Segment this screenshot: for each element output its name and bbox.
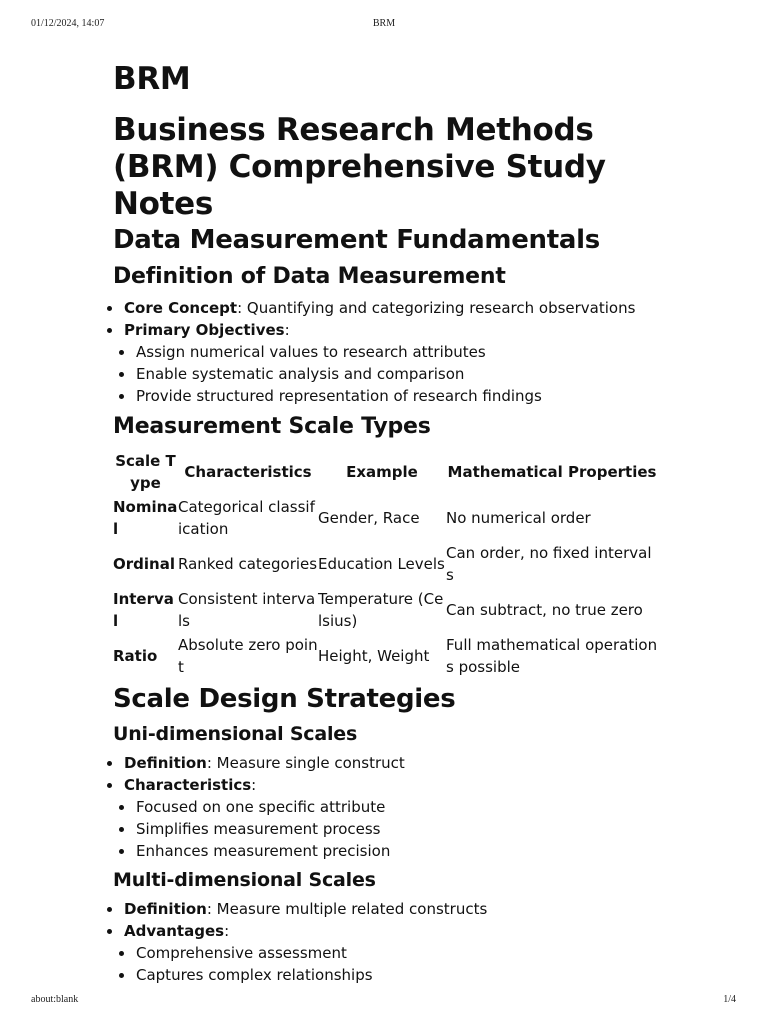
subsection-heading-scale-types: Measurement Scale Types: [113, 414, 431, 439]
list-item: Comprehensive assessment: [113, 942, 673, 964]
list-item: [113, 319, 673, 341]
definition-list: [113, 297, 673, 341]
list-item: Enhances measurement precision: [113, 840, 673, 862]
main-title: Business Research Methods (BRM) Comprehensive Study Notes: [113, 112, 606, 222]
list-item: Enable systematic analysis and comparison: [113, 363, 673, 385]
uni-characteristics-list: [113, 796, 673, 862]
table-cell: Full mathematical operations possible: [446, 636, 658, 676]
table-header-cell: Mathematical Properties: [447, 463, 657, 481]
list-item: Simplifies measurement process: [113, 818, 673, 840]
table-row: [113, 633, 658, 679]
subsection-heading-uni-dimensional: Uni-dimensional Scales: [113, 723, 358, 745]
table-cell: Consistent intervals: [178, 590, 316, 630]
table-cell: Nominal: [113, 498, 178, 538]
document-title: BRM: [113, 61, 191, 97]
print-url: about:blank: [31, 994, 79, 1005]
section-heading-scale-design: Scale Design Strategies: [113, 684, 456, 714]
list-term: Primary Objectives: [124, 321, 285, 339]
table-cell: Absolute zero point: [178, 636, 318, 676]
table-cell: Categorical classification: [178, 498, 315, 538]
list-item: Focused on one specific attribute: [113, 796, 673, 818]
subsection-heading-definition: Definition of Data Measurement: [113, 264, 506, 289]
list-text: :: [224, 922, 230, 940]
objectives-list: [113, 341, 673, 407]
list-term: Definition: [124, 754, 207, 772]
print-datetime: 01/12/2024, 14:07: [31, 18, 105, 29]
list-text: : Measure single construct: [206, 754, 405, 772]
list-term: Core Concept: [124, 299, 238, 317]
print-title: BRM: [372, 18, 396, 29]
table-cell: Height, Weight: [318, 647, 430, 665]
list-item: [113, 898, 673, 920]
list-term: Characteristics: [124, 776, 252, 794]
document-body: [113, 58, 673, 986]
list-item: [113, 752, 673, 774]
list-item: [113, 297, 673, 319]
table-header-cell: Example: [346, 463, 418, 481]
table-cell: Can subtract, no true zero: [446, 601, 643, 619]
table-row: [113, 541, 658, 587]
uni-dimensional-list: [113, 752, 673, 796]
list-text: : Measure multiple related constructs: [206, 900, 488, 918]
list-item: Captures complex relationships: [113, 964, 673, 986]
print-page-number: 1/4: [723, 994, 736, 1005]
table-header-cell: Characteristics: [184, 463, 312, 481]
table-cell: Ranked categories: [178, 555, 318, 573]
table-cell: Can order, no fixed intervals: [446, 544, 652, 584]
subsection-heading-multi-dimensional: Multi-dimensional Scales: [113, 869, 376, 891]
table-cell: No numerical order: [446, 509, 591, 527]
table-cell: Education Levels: [318, 555, 445, 573]
list-item: Assign numerical values to research attributes: [113, 341, 673, 363]
list-item: [113, 774, 673, 796]
multi-dimensional-list: [113, 898, 673, 942]
multi-advantages-list: [113, 942, 673, 986]
table-cell: Ratio: [113, 647, 158, 665]
table-header-cell: Scale Type: [115, 452, 176, 492]
table-cell: Temperature (Celsius): [318, 590, 444, 630]
section-heading-data-measurement: Data Measurement Fundamentals: [113, 225, 600, 255]
scale-types-table: [113, 449, 658, 679]
list-text: :: [284, 321, 290, 339]
list-term: Advantages: [124, 922, 225, 940]
table-cell: Interval: [113, 590, 174, 630]
table-row: [113, 587, 658, 633]
table-row: [113, 495, 658, 541]
table-cell: Gender, Race: [318, 509, 420, 527]
list-item: [113, 920, 673, 942]
table-cell: Ordinal: [113, 555, 175, 573]
list-text: : Quantifying and categorizing research observations: [237, 299, 636, 317]
list-item: Provide structured representation of research findings: [113, 385, 673, 407]
list-term: Definition: [124, 900, 207, 918]
table-header-row: [113, 449, 658, 495]
list-text: :: [251, 776, 257, 794]
